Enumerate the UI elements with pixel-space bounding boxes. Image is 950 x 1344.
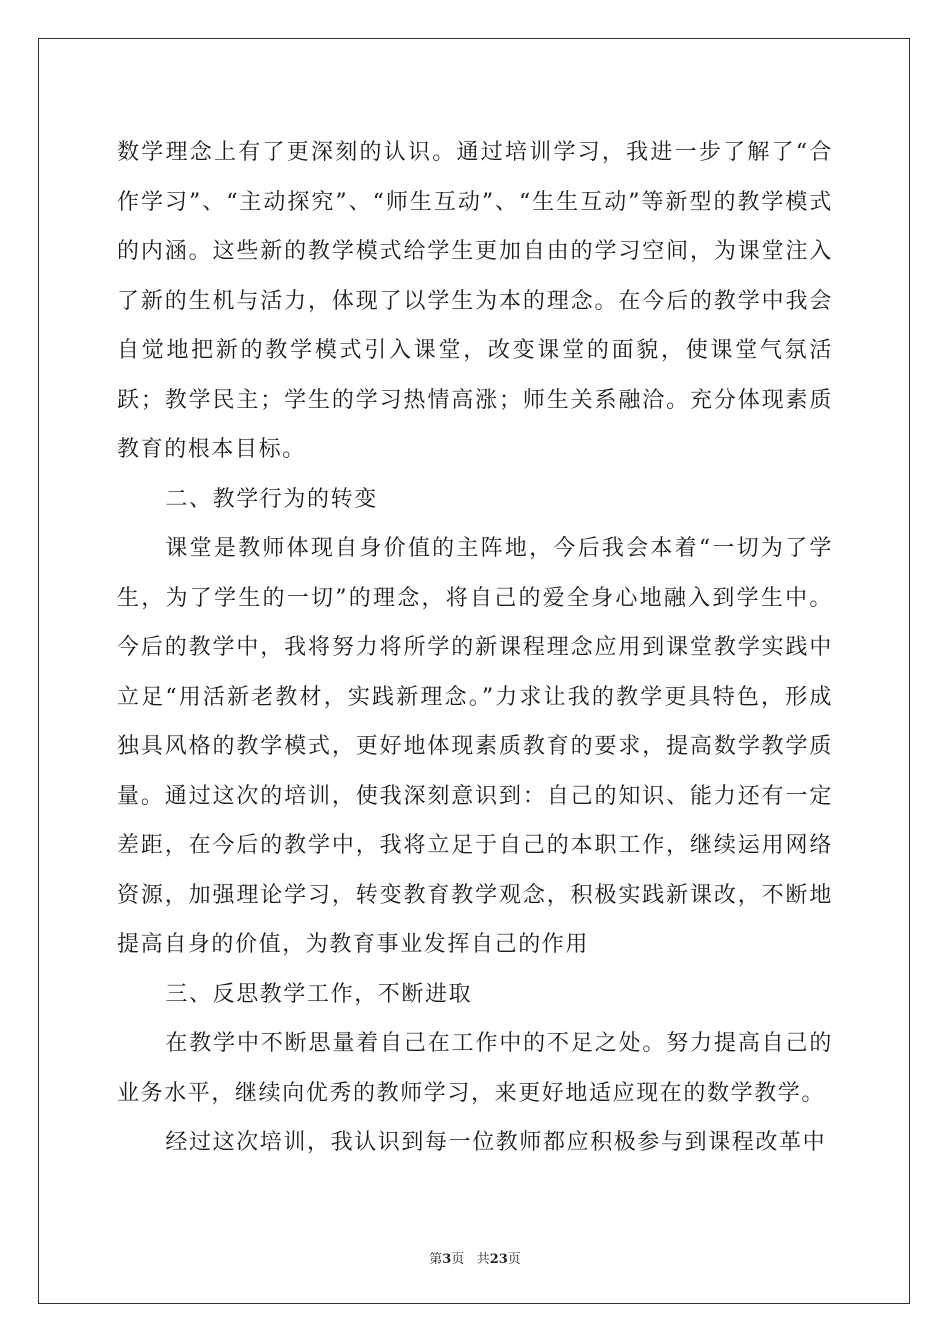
paragraph: 在教学中不断思量着自己在工作中的不足之处。努力提高自己的业务水平，继续向优秀的教师学习，来更好地适应现在的数学教学。 — [117, 1031, 833, 1106]
total-pages: 23 — [489, 1252, 508, 1267]
page-footer — [0, 1248, 950, 1267]
paragraph: 课堂是教师体现自身价值的主阵地，今后我会本着“一切为了学生，为了学生的一切”的理念，将自己的爱全身心地融入到学生中。今后的教学中，我将努力将所学的新课程理念应用到课堂教学实践中立足“用活新老教材，实践新理念。”力求让我的教学更具特色，形成独具风格的教学模式，更好地体现素质教育的要求，提高数学教学质量。通过这次的培训，使我深刻意识到：自己的知识、能力还有一定差距，在今后的教学中，我将立足于自己的本职工作，继续运用网络资源，加强理论学习，转变教育教学观念，积极实践新课改，不断地提高自身的价值，为教育事业发挥自己的作用 — [117, 536, 833, 957]
total-prefix: 共 — [476, 1252, 490, 1267]
total-suffix: 页 — [507, 1252, 521, 1267]
document-body — [117, 128, 833, 1168]
page-prefix: 第 — [429, 1252, 443, 1267]
page-suffix: 页 — [451, 1252, 465, 1267]
section-heading-2: 二、教学行为的转变 — [165, 486, 378, 512]
page-number: 3 — [442, 1252, 452, 1267]
paragraph-continuation: 数学理念上有了更深刻的认识。通过培训学习，我进一步了解了“合作学习”、“主动探究”、“师生互动”、“生生互动”等新型的教学模式的内涵。这些新的教学模式给学生更加自由的学习空间，为课堂注入了新的生机与活力，体现了以学生为本的理念。在今后的教学中我会自觉地把新的教学模式引入课堂，改变课堂的面貌，使课堂气氛活跃；教学民主；学生的学习热情高涨；师生关系融洽。充分体现素质教育的根本目标。 — [117, 140, 833, 462]
section-heading-3: 三、反思教学工作，不断进取 — [165, 981, 473, 1007]
paragraph: 经过这次培训，我认识到每一位教师都应积极参与到课程改革中 — [165, 1130, 827, 1155]
